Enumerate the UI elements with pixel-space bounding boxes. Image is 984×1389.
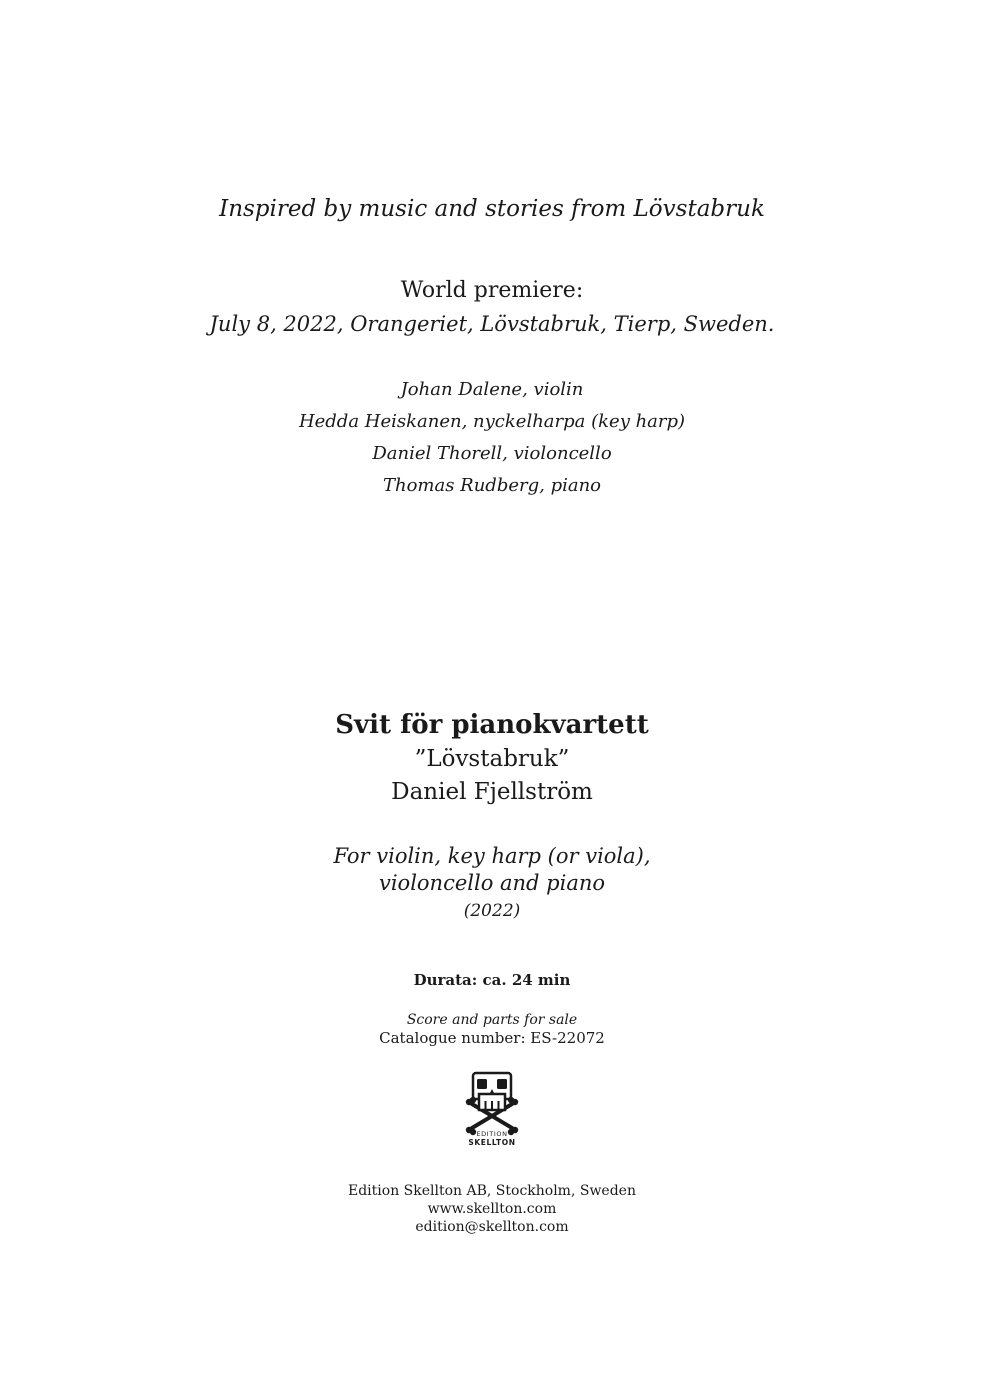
logo-text-skellton: SKELLTON (468, 1138, 516, 1147)
publisher-email[interactable]: edition@skellton.com (415, 1219, 569, 1235)
composition-year: (2022) (463, 901, 521, 921)
work-title: Svit för pianokvartett (335, 710, 649, 740)
instrumentation-line-2: violoncello and piano (378, 871, 606, 895)
performer-item: Daniel Thorell, violoncello (372, 443, 612, 464)
sale-note: Score and parts for sale (406, 1012, 578, 1028)
premiere-detail: July 8, 2022, Orangeriet, Lövstabruk, Tierp, Sweden. (209, 312, 775, 336)
performer-item: Thomas Rudberg, piano (382, 475, 602, 496)
composer-name: Daniel Fjellström (391, 779, 593, 805)
performer-item: Hedda Heiskanen, nyckelharpa (key harp) (298, 411, 686, 432)
performer-item: Johan Dalene, violin (400, 379, 584, 400)
publisher-name: Edition Skellton AB, Stockholm, Sweden (348, 1183, 636, 1199)
edition-skellton-logo (462, 1070, 522, 1150)
logo-text-edition: EDITION (476, 1130, 508, 1138)
premiere-label: World premiere: (400, 278, 584, 303)
work-subtitle: ”Lövstabruk” (414, 746, 570, 772)
publisher-website[interactable]: www.skellton.com (427, 1201, 557, 1217)
instrumentation-line-1: For violin, key harp (or viola), (333, 844, 651, 868)
duration: Durata: ca. 24 min (413, 971, 571, 989)
inspiration-line: Inspired by music and stories from Lövstabruk (219, 196, 765, 222)
catalogue-number: Catalogue number: ES-22072 (379, 1029, 605, 1047)
skull-icon (473, 1073, 511, 1110)
